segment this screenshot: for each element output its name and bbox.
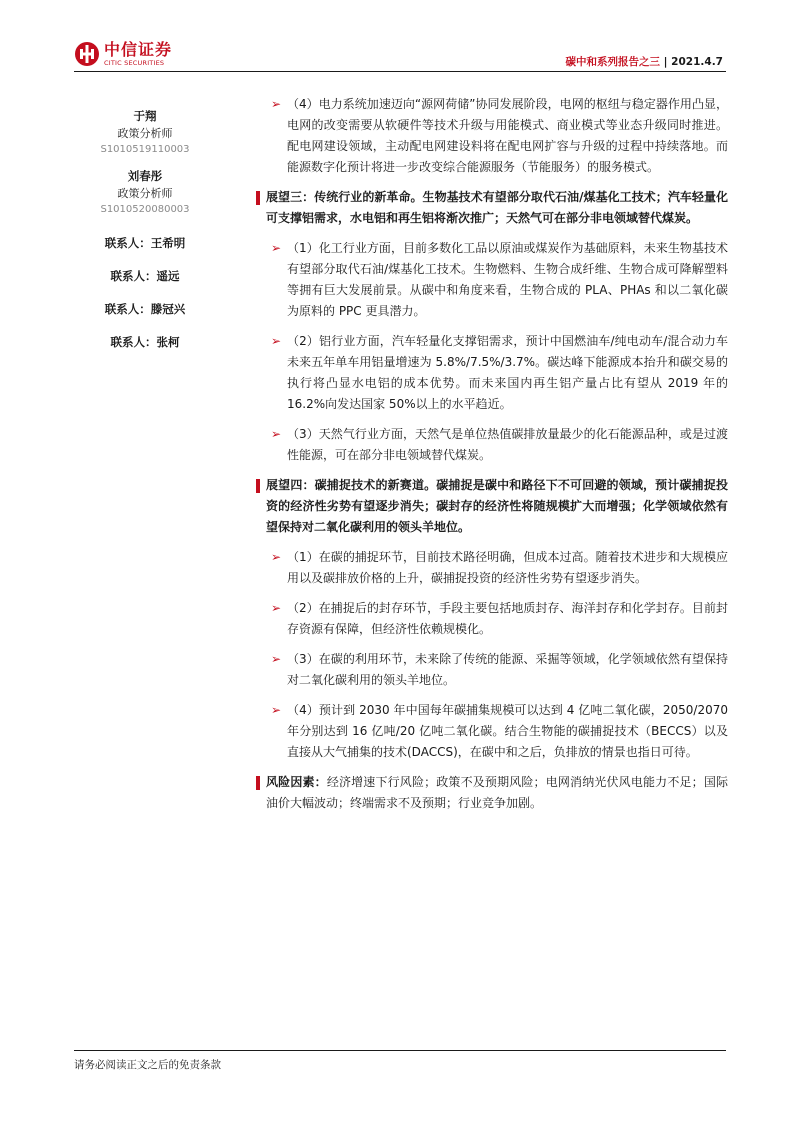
paragraph-text: （2）铝行业方面，汽车轻量化支撑铝需求，预计中国燃油车/纯电动车/混合动力车未来五年单车用铝量增速为 5.8%/7.5%/3.7%。碳达峰下能源成本抬升和碳交易的执行将凸显水电铝的成本优势。而未来国内再生铝产量占比有望从 2019 年的 16.2%向发达国家 50%以上的水平趋近。: [287, 334, 728, 411]
analyst-title: 政策分析师: [117, 127, 173, 140]
analyst-license-id: S1010519110003: [100, 144, 190, 155]
analyst-name: 刘春彤: [127, 169, 163, 183]
header-divider: [74, 71, 726, 72]
contact-person: 联系人：滕冠兴: [104, 302, 186, 316]
bullet-paragraph: [271, 238, 728, 322]
footer-divider: [74, 1050, 726, 1051]
bullet-paragraph: [271, 547, 728, 589]
analyst-card: [74, 108, 216, 158]
paragraph-text: （2）在捕捉后的封存环节，手段主要包括地质封存、海洋封存和化学封存。目前封存资源有保障，但经济性依赖规模化。: [287, 601, 728, 636]
section-heading: [256, 187, 728, 229]
analyst-license-id: S1010520080003: [100, 204, 190, 215]
red-bar-icon: [256, 776, 260, 790]
bullet-paragraph: [271, 331, 728, 415]
arrowhead-icon: ➢: [271, 550, 282, 564]
analyst-title: 政策分析师: [117, 187, 173, 200]
risk-factors: [256, 772, 728, 814]
heading-text: 展望三：传统行业的新革命。生物基技术有望部分取代石油/煤基化工技术；汽车轻量化可支撑铝需求，水电铝和再生铝将渐次推广；天然气可在部分非电领域替代煤炭。: [266, 190, 728, 225]
red-bar-icon: [256, 479, 260, 493]
bullet-paragraph: [271, 424, 728, 466]
paragraph-text: （3）在碳的利用环节，未来除了传统的能源、采掘等领域，化学领域依然有望保持对二氧化碳利用的领头羊地位。: [287, 652, 728, 687]
bullet-paragraph: [271, 649, 728, 691]
arrowhead-icon: ➢: [271, 652, 282, 666]
contact-person: 联系人：张柯: [110, 335, 180, 349]
arrowhead-icon: ➢: [271, 241, 282, 255]
paragraph-text: （4）电力系统加速迈向“源网荷储”协同发展阶段，电网的枢纽与稳定器作用凸显，电网的改变需要从软硬件等技术升级与用能模式、商业模式等业态升级同时推进。配电网建设领域，主动配电网建设料将在配电网扩容与升级的过程中持续落地。而能源数字化预计将进一步改变综合能源服务（节能服务）的服务模式。: [287, 97, 728, 174]
bullet-paragraph: [271, 700, 728, 763]
report-date: 2021.4.7: [671, 56, 723, 68]
risk-text: 经济增速下行风险；政策不及预期风险；电网消纳光伏风电能力不足；国际油价大幅波动；终端需求不及预期；行业竞争加剧。: [266, 775, 728, 810]
arrowhead-icon: ➢: [271, 97, 282, 111]
logo-chinese-name: 中信证券: [104, 39, 173, 59]
company-logo: [74, 41, 172, 67]
paragraph-text: （1）化工行业方面，目前多数化工品以原油或煤炭作为基础原料，未来生物基技术有望部分取代石油/煤基化工技术。生物燃料、生物合成纤维、生物合成可降解塑料等拥有巨大发展前景。从碳中和角度来看，生物合成的 PLA、PHAs 和以二氧化碳为原料的 PPC 更具潜力。: [287, 241, 728, 318]
paragraph-text: （3）天然气行业方面，天然气是单位热值碳排放量最少的化石能源品种，或是过渡性能源，可在部分非电领域替代煤炭。: [287, 427, 728, 462]
report-body: [256, 94, 728, 814]
arrowhead-icon: ➢: [271, 601, 282, 615]
analyst-name: 于翔: [133, 109, 157, 123]
arrowhead-icon: ➢: [271, 703, 282, 717]
risk-label: 风险因素：: [266, 775, 327, 789]
header-separator: |: [663, 56, 668, 68]
analyst-sidebar: [74, 108, 216, 350]
analyst-card: [74, 168, 216, 218]
contact-person: 联系人：王希明: [104, 236, 186, 250]
section-heading: [256, 475, 728, 538]
citic-logo-icon: [74, 41, 100, 67]
footer-disclaimer: 请务必阅读正文之后的免责条款: [74, 1059, 221, 1071]
red-bar-icon: [256, 191, 260, 205]
logo-english-name: CITIC SECURITIES: [104, 58, 165, 67]
heading-text: 展望四：碳捕捉技术的新赛道。碳捕捉是碳中和路径下不可回避的领域，预计碳捕捉投资的经济性劣势有望逐步消失；碳封存的经济性将随规模扩大而增强；化学领域依然有望保持对二氧化碳利用的领头羊地位。: [266, 478, 728, 534]
contact-person: 联系人：遥远: [110, 269, 180, 283]
bullet-paragraph: [271, 94, 728, 178]
report-series: 碳中和系列报告之三: [565, 56, 661, 68]
paragraph-text: （1）在碳的捕捉环节，目前技术路径明确，但成本过高。随着技术进步和大规模应用以及碳排放价格的上升，碳捕捉投资的经济性劣势有望逐步消失。: [287, 550, 728, 585]
bullet-paragraph: [271, 598, 728, 640]
arrowhead-icon: ➢: [271, 334, 282, 348]
arrowhead-icon: ➢: [271, 427, 282, 441]
report-header-info: [566, 54, 723, 69]
paragraph-text: （4）预计到 2030 年中国每年碳捕集规模可以达到 4 亿吨二氧化碳，2050/2070 年分别达到 16 亿吨/20 亿吨二氧化碳。结合生物能的碳捕捉技术（BECCS）以及直接从大气捕集的技术(DACCS)，在碳中和之后，负排放的情景也指日可待。: [287, 703, 728, 759]
